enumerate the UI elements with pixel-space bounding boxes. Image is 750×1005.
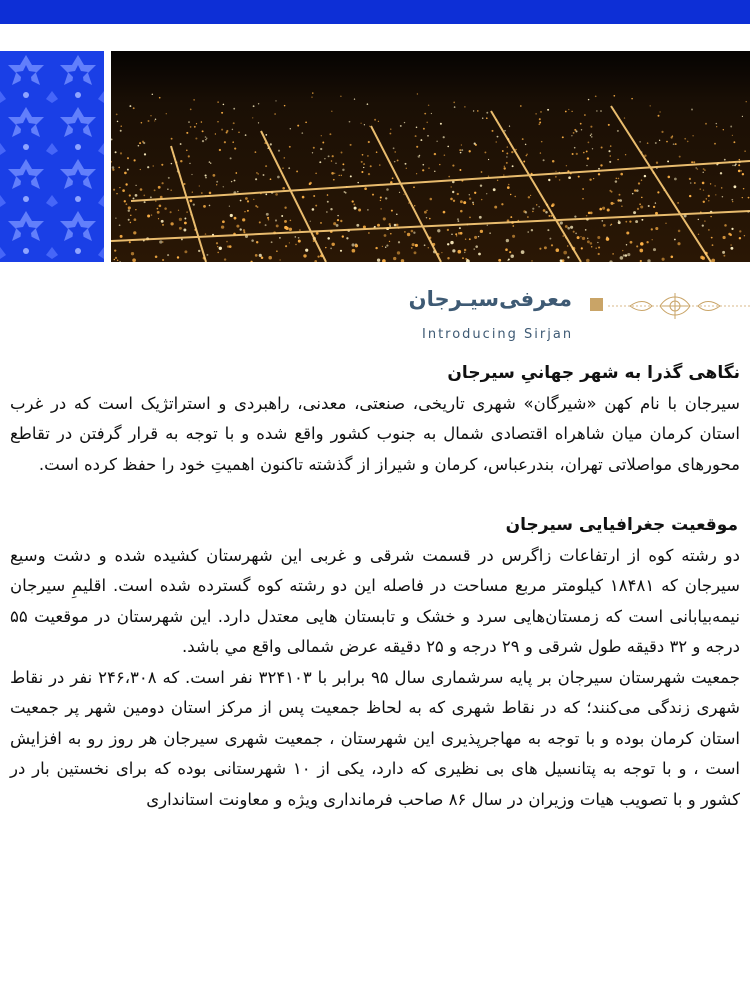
paragraph: سیرجان با نام کهن «شیرگان» شهری تاریخی، صنعتی، معدنی، راهبردی و استراتژیک است که در غرب استان کرمان میان شاهراه اقتصادی شمال به جنوب کشور واقع شده و با توجه به قرار گرفتن در تقاطع محورهای مواصلاتی تهران، بندرعباس، کرمان و شیراز از گذشته تاکنون اهمیتِ خود را حفظ کرده است. — [10, 393, 740, 474]
article-body — [0, 358, 750, 815]
top-bar — [0, 0, 750, 24]
page-subtitle: Introducing Sirjan — [422, 327, 574, 342]
decorative-pattern — [0, 51, 104, 262]
gold-square-marker — [590, 298, 603, 311]
paragraph: دو رشته کوه از ارتفاعات زاگرس در قسمت شرقی و غربی این شهرستان کشیده شده و دشت وسیع سیرجان که ۱۸۴۸۱ کیلومتر مربع مساحت در فاصله این دو رشته کوه گسترده شده است. اقلیمِ سیرجان نیمه‌بیابانی است که زمستان‌هایی سرد و خشک و تابستان هایی معتدل دارد. این شهرستان در موقعیت ۵۵ درجه و ۳۲ دقیقه طول شرقی و ۲۹ درجه و ۲۵ دقیقه عرض شمالی واقع مي باشد. — [10, 545, 740, 656]
section-heading: موقعیت جغرافیایی سیرجان — [505, 515, 738, 535]
city-night-photo — [111, 51, 750, 262]
arabesque-ornament-icon — [590, 291, 750, 321]
section-header — [0, 283, 750, 348]
page-title: معرفی‌سیـرجان — [408, 287, 572, 311]
paragraph: جمعیت شهرستان سیرجان بر پایه سرشماری سال ۹۵ برابر با ۳۲۴۱۰۳ نفر است. که ۲۴۶،۳۰۸ نفر در نقاط شهری زندگی می‌کنند؛ که در نقاط شهری که به لحاظ جمعیت پس از مرکز استان دومین شهر پر جمعیت استان کرمان بوده و با توجه به مهاجرپذیری این شهرستان ، جمعیت شهری سیرجان هر روز رو به افزایش است ، و با توجه به پتانسیل های بی نظیری که دارد، یکی از ۱۰ شهرستانی بوده که برای نخستین بار در کشور و با تصویب هیات وزیران در سال ۸۶ صاحب فرمانداری ویژه و معاونت استانداری — [10, 667, 740, 809]
persian-pattern-icon — [0, 51, 104, 262]
section-heading: نگاهی گذرا به شهر جهانیِ سیرجان — [447, 363, 740, 383]
